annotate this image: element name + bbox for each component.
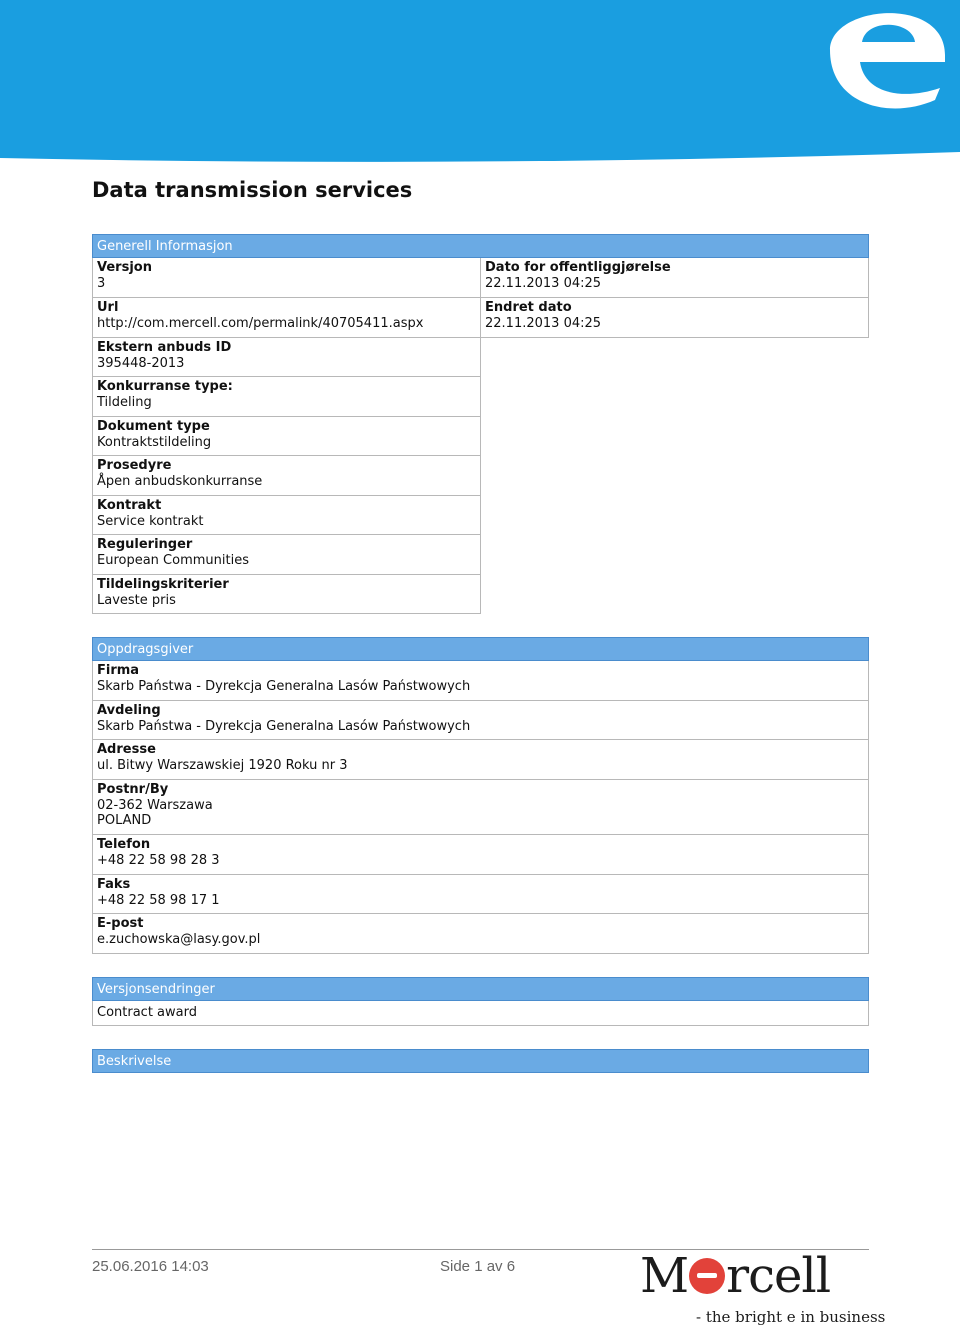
field-label: Avdeling — [97, 703, 161, 718]
field-firma — [92, 661, 869, 701]
field-label: Endret dato — [485, 300, 572, 315]
field-value: Kontraktstildeling — [97, 434, 212, 450]
field-version-change — [92, 1001, 869, 1026]
field-kontrakt — [92, 496, 481, 535]
field-value: 22.11.2013 04:25 — [485, 275, 602, 291]
field-label: Ekstern anbuds ID — [97, 340, 232, 355]
field-endret-dato — [480, 298, 869, 338]
field-avdeling — [92, 701, 869, 740]
logo-e-icon — [689, 1258, 725, 1294]
field-value: Tildeling — [97, 394, 152, 410]
field-label: Tildelingskriterier — [97, 577, 229, 592]
field-telefon — [92, 835, 869, 875]
field-adresse — [92, 740, 869, 780]
field-faks — [92, 875, 869, 914]
field-label: Dato for offentliggjørelse — [485, 260, 671, 275]
email-link[interactable]: e.zuchowska@lasy.gov.pl — [97, 931, 261, 947]
field-value: Skarb Państwa - Dyrekcja Generalna Lasów Państwowych — [97, 718, 471, 734]
field-value: Skarb Państwa - Dyrekcja Generalna Lasów Państwowych — [97, 678, 471, 694]
field-value: +48 22 58 98 28 3 — [97, 852, 220, 868]
field-label: Telefon — [97, 837, 151, 852]
footer-page-number: Side 1 av 6 — [440, 1258, 516, 1275]
field-value: Service kontrakt — [97, 513, 204, 529]
section-header-versions: Versjonsendringer — [92, 977, 869, 1001]
field-value: +48 22 58 98 17 1 — [97, 892, 220, 908]
logo-letters-rcell: rcell — [726, 1248, 831, 1304]
field-value: 3 — [97, 275, 106, 291]
field-label: Postnr/By — [97, 782, 169, 797]
field-dato-offentliggjorelse — [480, 258, 869, 298]
section-header-description: Beskrivelse — [92, 1049, 869, 1073]
field-tildelingskriterier — [92, 575, 481, 614]
field-label: Faks — [97, 877, 131, 892]
field-value-city: 02-362 Warszawa — [97, 797, 213, 813]
field-label: Adresse — [97, 742, 156, 757]
field-value: European Communities — [97, 552, 249, 568]
field-label: Kontrakt — [97, 498, 162, 513]
mercell-logo — [640, 1248, 886, 1329]
field-label: Versjon — [97, 260, 152, 275]
field-ekstern-id — [92, 338, 481, 377]
field-label: Konkurranse type: — [97, 379, 233, 394]
field-label: E-post — [97, 916, 144, 931]
header-banner — [0, 0, 960, 170]
field-value: Åpen anbudskonkurranse — [97, 473, 263, 489]
logo-letter-m: M — [640, 1248, 689, 1304]
document-title: Data transmission services — [92, 178, 413, 202]
footer-date: 25.06.2016 14:03 — [92, 1258, 209, 1275]
field-value: 22.11.2013 04:25 — [485, 315, 602, 331]
url-link[interactable]: http://com.mercell.com/permalink/40705411.aspx — [97, 315, 424, 331]
field-epost — [92, 914, 869, 954]
field-value: ul. Bitwy Warszawskiej 1920 Roku nr 3 — [97, 757, 348, 773]
field-konkurranse-type — [92, 377, 481, 417]
field-reguleringer — [92, 535, 481, 575]
banner-graphic — [0, 0, 960, 170]
field-value: 395448-2013 — [97, 355, 185, 371]
field-label: Firma — [97, 663, 140, 678]
field-prosedyre — [92, 456, 481, 496]
section-header-general: Generell Informasjon — [92, 234, 869, 258]
field-label: Url — [97, 300, 119, 315]
field-value: Contract award — [97, 1005, 197, 1020]
logo-tagline: - the bright e in business — [696, 1308, 886, 1326]
field-label: Prosedyre — [97, 458, 172, 473]
field-label: Reguleringer — [97, 537, 193, 552]
field-label: Dokument type — [97, 419, 210, 434]
logo-wordmark — [640, 1246, 830, 1306]
section-header-client: Oppdragsgiver — [92, 637, 869, 661]
field-value: Laveste pris — [97, 592, 176, 608]
field-versjon — [92, 258, 481, 298]
field-postnr-by — [92, 780, 869, 835]
field-dokument-type — [92, 417, 481, 456]
field-value-country: POLAND — [97, 813, 152, 828]
field-url — [92, 298, 481, 338]
